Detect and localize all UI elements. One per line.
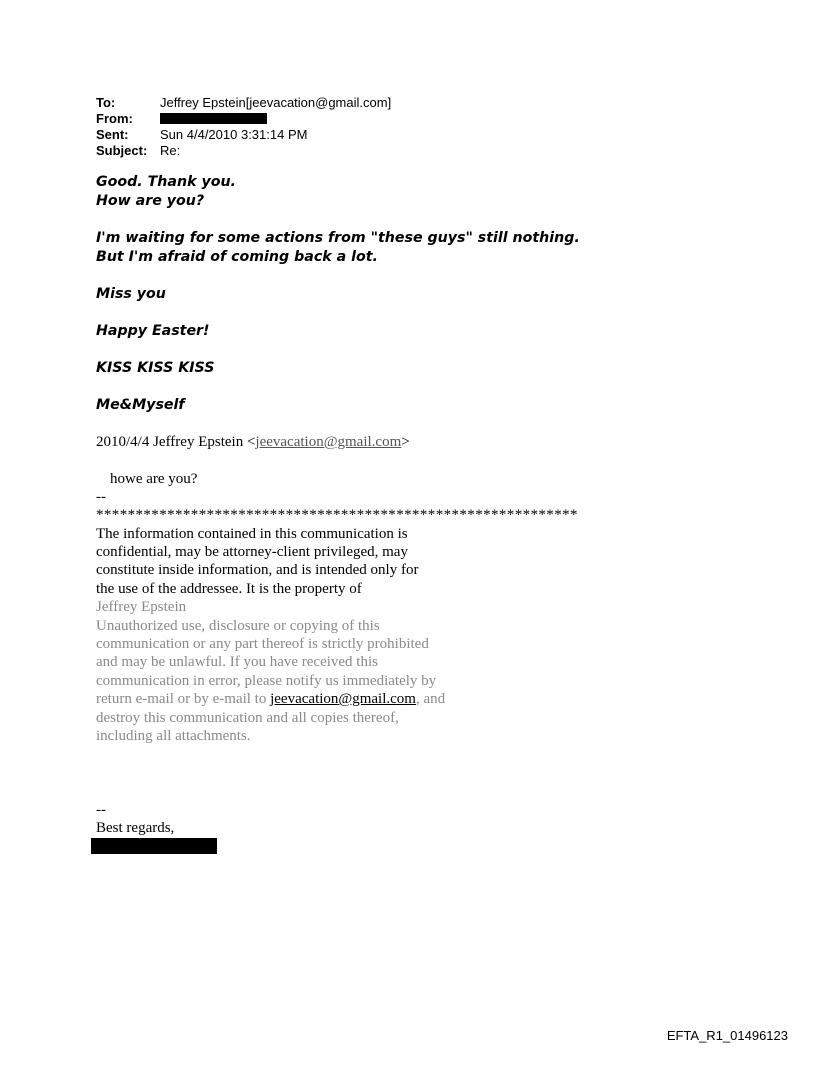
quote-attribution (96, 433, 410, 451)
disclaimer-email-link[interactable]: jeevacation@gmail.com (270, 691, 416, 707)
disclaimer-line-10-suffix: , and (415, 691, 446, 707)
subject-row (96, 143, 391, 159)
disclaimer-line-2: confidential, may be attorney-client privileged, may (96, 544, 408, 560)
disclaimer-line-3: constitute inside information, and is intended only for (96, 562, 419, 578)
subject-label: Subject: (96, 143, 148, 158)
disclaimer-line-6: Unauthorized use, disclosure or copying of this (96, 618, 380, 634)
document-id: EFTA_R1_01496123 (666, 1028, 788, 1043)
message-line-1: Good. Thank you. (96, 174, 236, 190)
email-header (96, 95, 391, 159)
message-signature: Me&Myself (96, 397, 185, 413)
sent-label: Sent: (96, 127, 129, 142)
signature-redaction (91, 838, 217, 854)
message-line-4: But I'm afraid of coming back a lot. (96, 249, 378, 265)
disclaimer-line-5: Jeffrey Epstein (96, 599, 187, 615)
closing-regards: Best regards, (96, 820, 175, 836)
message-line-7: KISS KISS KISS (96, 360, 215, 376)
attribution-prefix: 2010/4/4 Jeffrey Epstein < (96, 434, 256, 450)
to-label: To: (96, 95, 116, 110)
quoted-text: howe are you? (110, 471, 198, 487)
disclaimer-line-12: including all attachments. (96, 728, 251, 744)
closing-dashes: -- (96, 802, 106, 818)
disclaimer-line-10 (96, 690, 445, 708)
message-line-5: Miss you (96, 286, 166, 302)
sent-value: Sun 4/4/2010 3:31:14 PM (160, 127, 308, 142)
sent-row (96, 127, 391, 143)
disclaimer-line-1: The information contained in this communication is (96, 526, 408, 542)
attribution-suffix: > (401, 434, 410, 450)
message-line-2: How are you? (96, 193, 205, 209)
attribution-email-link[interactable]: jeevacation@gmail.com (255, 434, 402, 450)
quote-sig-dashes: -- (96, 489, 106, 505)
from-label: From: (96, 111, 133, 126)
to-row (96, 95, 391, 111)
message-line-3: I'm waiting for some actions from "these guys" still nothing. (96, 230, 580, 246)
disclaimer-line-8: and may be unlawful. If you have received this (96, 654, 378, 670)
to-value: Jeffrey Epstein[jeevacation@gmail.com] (160, 95, 392, 110)
from-redaction (160, 113, 267, 124)
disclaimer-line-10-prefix: return e-mail or by e-mail to (96, 691, 271, 707)
message-line-6: Happy Easter! (96, 323, 210, 339)
disclaimer-line-9: communication in error, please notify us immediately by (96, 673, 437, 689)
subject-value: Re: (160, 143, 181, 158)
disclaimer-line-4: the use of the addressee. It is the property of (96, 581, 362, 597)
disclaimer-line-11: destroy this communication and all copies thereof, (96, 710, 399, 726)
from-row (96, 111, 391, 127)
asterisk-divider: ************************************************************* (96, 507, 578, 523)
disclaimer-line-7: communication or any part thereof is strictly prohibited (96, 636, 429, 652)
